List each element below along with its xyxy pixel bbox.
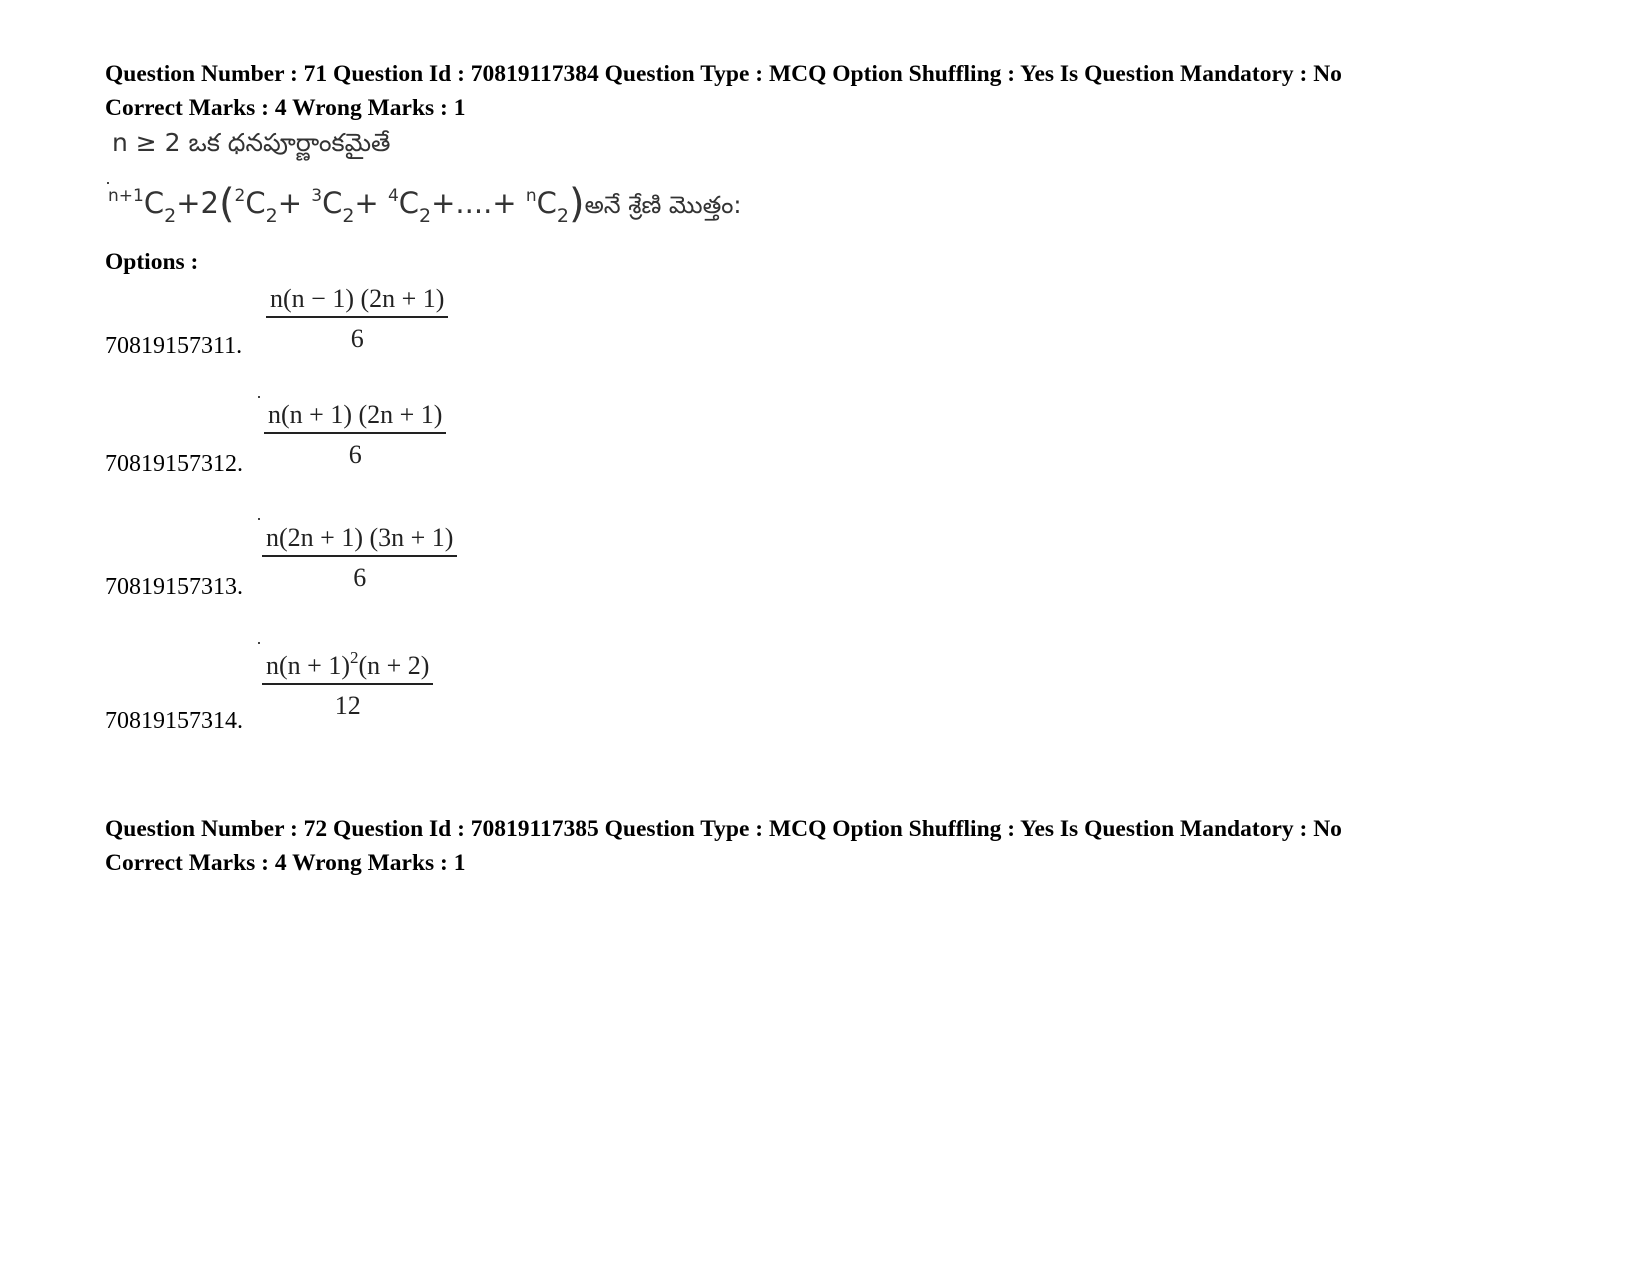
option-3-numerator: n(2n + 1) (3n + 1) bbox=[262, 523, 457, 557]
stem-sup-2: 2 bbox=[234, 186, 246, 206]
question-71-marks: Correct Marks : 4 Wrong Marks : 1 bbox=[105, 95, 466, 121]
option-4-formula bbox=[262, 648, 433, 721]
option-2-id: 70819157312. bbox=[105, 451, 243, 477]
stem-sup-n-plus-1: n+1 bbox=[108, 186, 144, 206]
stem-sub: 2 bbox=[342, 205, 355, 227]
stem-sup-4: 4 bbox=[387, 186, 399, 206]
stem-sup-3: 3 bbox=[311, 186, 323, 206]
stem-tail-telugu: అనే శ్రేణి మొత్తం: bbox=[584, 191, 742, 219]
stem-c: C bbox=[245, 186, 266, 220]
scan-dot bbox=[258, 518, 260, 520]
question-72-header-line1: Question Number : 72 Question Id : 70819117385 Question Type : MCQ Option Shuffling : Yes Is Question Mandatory : No bbox=[105, 816, 1342, 842]
option-3-formula bbox=[262, 523, 457, 593]
stem-c: C bbox=[143, 186, 165, 220]
stem-plus: + bbox=[354, 186, 379, 220]
option-4-numerator-part-a: n(n + 1) bbox=[266, 651, 350, 680]
stem-plus-two: +2 bbox=[176, 186, 219, 220]
option-4-denominator: 12 bbox=[334, 691, 361, 720]
question-71-header-line1: Question Number : 71 Question Id : 70819117384 Question Type : MCQ Option Shuffling : Yes Is Question Mandatory : No bbox=[105, 61, 1342, 87]
stem-left-paren: ( bbox=[218, 181, 235, 227]
option-2-numerator: n(n + 1) (2n + 1) bbox=[264, 400, 446, 434]
scan-dot bbox=[258, 396, 260, 398]
question-72-marks: Correct Marks : 4 Wrong Marks : 1 bbox=[105, 850, 466, 876]
option-4-numerator-part-b: (n + 2) bbox=[358, 651, 430, 680]
options-label: Options : bbox=[105, 249, 199, 275]
option-1-numerator: n(n − 1) (2n + 1) bbox=[266, 284, 448, 318]
option-2-denominator: 6 bbox=[348, 440, 362, 469]
option-2-formula bbox=[264, 400, 446, 470]
option-1-denominator: 6 bbox=[350, 324, 364, 353]
stem-ellipsis: +....+ bbox=[431, 186, 517, 220]
option-3-id: 70819157313. bbox=[105, 574, 243, 600]
question-stem-line2 bbox=[108, 181, 742, 240]
stem-sub: 2 bbox=[265, 205, 278, 227]
stem-c: C bbox=[536, 186, 557, 220]
stem-sub: 2 bbox=[419, 205, 432, 227]
option-4-numerator bbox=[262, 648, 433, 685]
question-stem-line1: n ≥ 2 ఒక ధనపూర్ణాంకమైతే bbox=[112, 128, 391, 157]
stem-c: C bbox=[398, 186, 420, 220]
option-4-id: 70819157314. bbox=[105, 708, 243, 734]
scan-dot bbox=[258, 642, 260, 644]
stem-sub: 2 bbox=[164, 205, 177, 227]
stem-sub: 2 bbox=[556, 205, 569, 227]
stem-right-paren: ) bbox=[568, 181, 585, 227]
stem-c: C bbox=[322, 186, 343, 220]
stem-sup-n: n bbox=[525, 186, 537, 206]
option-1-id: 70819157311. bbox=[105, 333, 243, 359]
option-1-formula bbox=[266, 284, 448, 354]
option-4-exponent: 2 bbox=[349, 648, 359, 667]
stem-plus: + bbox=[277, 186, 303, 220]
option-3-denominator: 6 bbox=[353, 563, 367, 592]
